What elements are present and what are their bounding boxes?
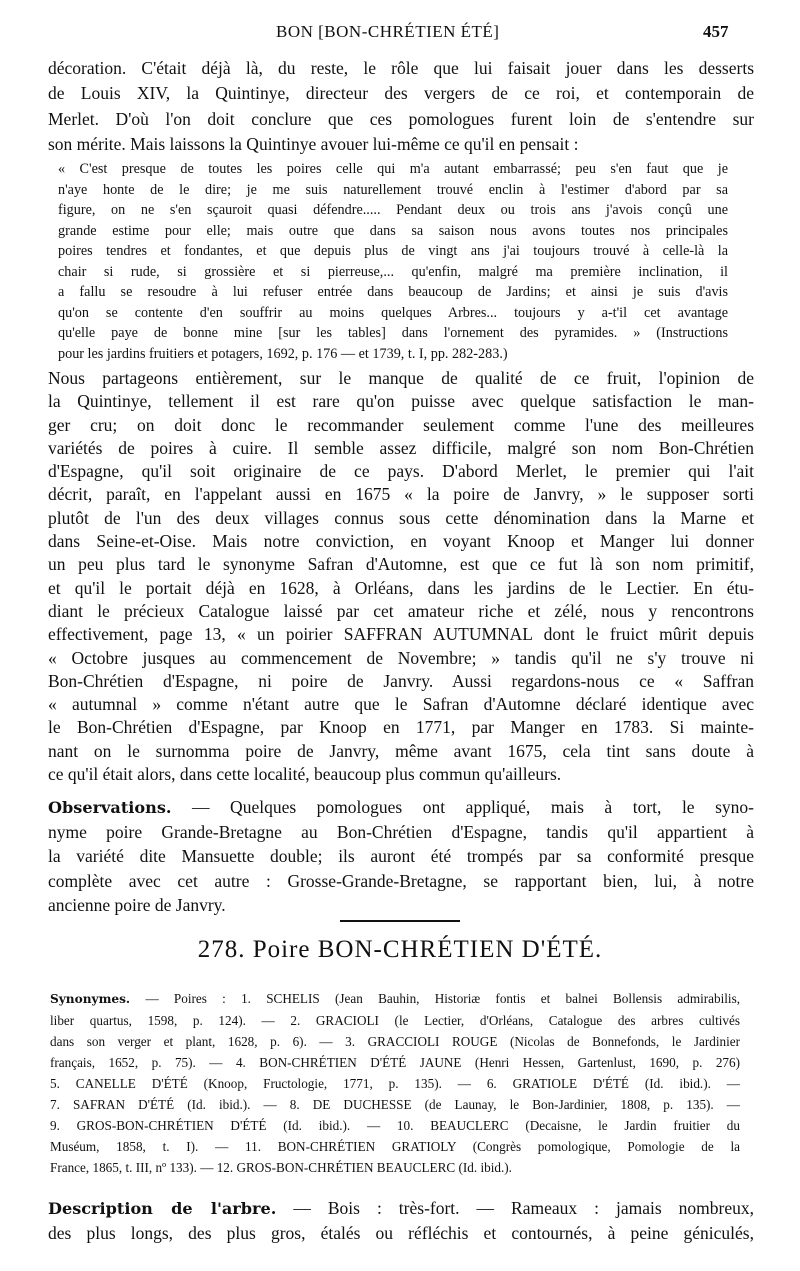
text-line [48,869,754,893]
description-paragraph [48,1196,754,1245]
line-text: dans son verger et plant, 1628, p. 6). — 3. GRACCIOLI ROUGE (Nicolas de Bonnefonds, le Jardinier [50,1034,740,1049]
line-text: décoration. C'était déjà là, du reste, le rôle que lui faisait jouer dans les desserts [48,58,754,78]
page-number: 457 [703,22,729,41]
text-line [48,623,754,646]
synonyms-paragraph [50,988,740,1178]
text-line [48,414,754,437]
text-line [58,221,728,242]
text-line [48,483,754,506]
text-line [58,282,728,303]
paragraph-1 [48,56,754,158]
line-text: 7. SAFRAN D'ÉTÉ (Id. ibid.). — 8. DE DUCHESSE (de Launay, le Bon-Jardinier, 1808, p. 135). — [50,1097,740,1112]
text-line [58,159,728,180]
text-line [48,1196,754,1221]
line-text: complète avec cet autre : Grosse-Grande-Bretagne, se rapportant bien, lui, à notre [48,870,754,891]
line-text: Bon-Chrétien d'Espagne, ni poire de Janvry. Aussi regardons-nous ce « Saffran [48,670,754,691]
line-text: « C'est presque de toutes les poires celle qui m'a autant embarrassé; peu s'en faut que je [58,161,728,177]
line-text: a fallu se resoudre à lui refuser entrée dans beaucoup de Jardins; et ainsi je suis d'avis [58,284,728,300]
line-text: ger cru; on doit donc le recommander seulement comme l'une des meilleures [48,414,754,435]
line-text: poires tendres et fondantes, et que depuis plus de vingt ans j'ai toujours trouvé à celle-là la [58,243,728,259]
text-line [48,577,754,600]
line-text: — Quelques pomologues ont appliqué, mais à tort, le syno- [171,797,754,817]
line-text: « Octobre jusques au commencement de Novembre; » tandis qu'il ne s'y trouve ni [48,647,754,668]
text-line [48,507,754,530]
line-text: dans Seine-et-Oise. Mais notre conviction, en voyant Knoop et Manger lui donner [48,531,754,552]
text-line [48,132,754,157]
text-line [58,344,728,365]
running-header [0,22,800,46]
observations-paragraph [48,795,754,917]
line-text: la variété dite Mansuette double; ils auront été trompés par sa conformité presque [48,846,754,867]
text-line [50,988,740,1010]
text-line [50,1115,740,1136]
line-text: ancienne poire de Janvry. [48,894,226,915]
line-text: décrit, paraît, en l'appelant aussi en 1675 « la poire de Janvry, » le supposer sorti [48,484,754,505]
line-text: diant le précieux Catalogue laissé par cet amateur riche et zélé, nous y rencontrons [48,600,754,621]
section-divider [340,920,460,922]
line-text: français, 1652, p. 75). — 4. BON-CHRÉTIEN D'ÉTÉ JAUNE (Henri Hessen, Gartenlust, 1690, p. 276) [50,1055,740,1070]
line-text: n'aye honte de le dire; je me suis naturellement trouvé enclin à l'estimer d'abord par sa [58,181,728,198]
line-text: son mérite. Mais laissons la Quintinye avouer lui-même ce qu'il en pensait : [48,134,579,155]
text-line [58,303,728,324]
line-text: plutôt de l'un des deux villages connus sous cette dénomination dans la Marne et [48,507,754,528]
text-line [48,716,754,739]
text-line [48,600,754,623]
line-text: — Bois : très-fort. — Rameaux : jamais nombreux, [276,1198,754,1218]
line-text: — Poires : 1. SCHELIS (Jean Bauhin, Historiæ fontis et balnei Bollensis admirabilis, [130,991,740,1006]
text-line [58,262,728,283]
text-line [48,893,754,917]
text-line [48,795,754,820]
line-text: ce qu'il était alors, dans cette localité, beaucoup plus commun qu'ailleurs. [48,764,562,785]
line-text: qu'elle paye de bonne mine [sur les tables] dans l'ornement des pyramides. » (Instructions [58,325,728,341]
text-line [58,180,728,201]
text-line [48,1221,754,1245]
line-text: Muséum, 1858, t. I). — 11. BON-CHRÉTIEN GRATIOLY (Congrès pomologique, Pomologie de la [50,1139,740,1154]
text-line [58,323,728,344]
text-line [48,81,754,106]
line-text: d'Espagne, qu'il soit originaire de ce pays. D'abord Merlet, le premier qui l'ait [48,461,754,482]
text-line [48,740,754,763]
line-text: Merlet. D'où l'on doit conclure que ces pomologues furent loin de s'entendre sur [48,108,754,129]
text-line [50,1094,740,1115]
line-text: figure, on ne s'en sçauroit quasi défendre..... Pendant deux ou trois ans j'avois conçû une [58,202,728,218]
text-line [48,844,754,868]
line-text: pour les jardins fruitiers et potagers, 1692, p. 176 — et 1739, t. I, pp. 282-283.) [58,345,508,362]
line-text: nyme poire Grande-Bretagne au Bon-Chrétien d'Espagne, tandis qu'il appartient à [48,822,754,843]
text-line [50,1052,740,1073]
text-line [48,553,754,576]
run-in-heading: Description de l'arbre. [48,1199,277,1218]
run-in-heading: Synonymes. [50,992,131,1006]
text-line [48,647,754,670]
text-line [48,437,754,460]
line-text: le Bon-Chrétien d'Espagne, par Knoop en 1771, par Manger en 1783. Si mainte- [48,717,754,738]
text-line [48,820,754,844]
text-line [50,1157,740,1178]
run-in-heading: Observations. [48,798,172,817]
line-text: un peu plus tard le synonyme Safran d'Automne, est que ce fut là son nom primitif, [48,554,754,575]
line-text: Nous partageons entièrement, sur le manque de qualité de ce fruit, l'opinion de [48,368,754,388]
text-line [50,1073,740,1094]
line-text: variétés de poires à cuire. Il semble assez difficile, malgré son nom Bon-Chrétien [48,437,754,458]
line-text: France, 1865, t. III, nº 133). — 12. GROS-BON-CHRÉTIEN BEAUCLERC (Id. ibid.). [50,1160,512,1175]
line-text: de Louis XIV, la Quintinye, directeur des vergers de ce roi, et contemporain de [48,83,754,104]
line-text: grande estime pour elle; mais outre que dans sa saison nous avons toutes nos principales [58,222,728,239]
text-line [48,530,754,553]
line-text: nant on le surnomma poire de Janvry, même avant 1675, cela tint sans doute à [48,740,754,761]
text-line [48,390,754,413]
line-text: « autumnal » comme n'étant autre que le Safran d'Automne déclaré identique avec [48,694,754,715]
text-line [48,56,754,81]
paragraph-2 [48,367,754,786]
text-line [48,460,754,483]
line-text: chair si rude, si grossière et si pierreuse,... qu'enfin, malgré ma première inclination, il [58,263,728,280]
text-line [58,241,728,262]
text-line [50,1031,740,1052]
line-text: qu'on se contente d'en souffrir au moins quelques Arbres... toujours y a-t'il cet avantage [58,304,728,321]
text-line [48,107,754,132]
line-text: des plus longs, des plus gros, étalés ou réfléchis et contournés, à peine géniculés, [48,1223,754,1243]
line-text: la Quintinye, tellement il est rare qu'on puisse avec quelque satisfaction le man- [48,391,754,412]
text-line [50,1136,740,1157]
text-line [50,1010,740,1031]
line-text: 5. CANELLE D'ÉTÉ (Knoop, Fructologie, 1771, p. 135). — 6. GRATIOLE D'ÉTÉ (Id. ibid.). — [50,1076,740,1091]
line-text: 9. GROS-BON-CHRÉTIEN D'ÉTÉ (Id. ibid.). — 10. BEAUCLERC (Decaisne, le Jardin fruitier du [50,1118,740,1133]
text-line [48,670,754,693]
text-line [48,763,754,786]
line-text: effectivement, page 13, « un poirier SAFFRAN AUTUMNAL dont le fruict mûrit depuis [48,624,754,645]
running-title: BON [BON-CHRÉTIEN ÉTÉ] [276,22,500,41]
quotation [58,159,728,364]
text-line [48,367,754,390]
line-text: liber quartus, 1598, p. 124). — 2. GRACIOLI (le Lectier, d'Orléans, Catalogue des arbres cultivés [50,1013,740,1028]
section-title: 278. Poire BON-CHRÉTIEN D'ÉTÉ. [197,936,603,963]
text-line [58,200,728,221]
line-text: et qu'il le portait déjà en 1628, à Orléans, dans les jardins de le Lectier. En étu- [48,577,754,598]
text-line [48,693,754,716]
